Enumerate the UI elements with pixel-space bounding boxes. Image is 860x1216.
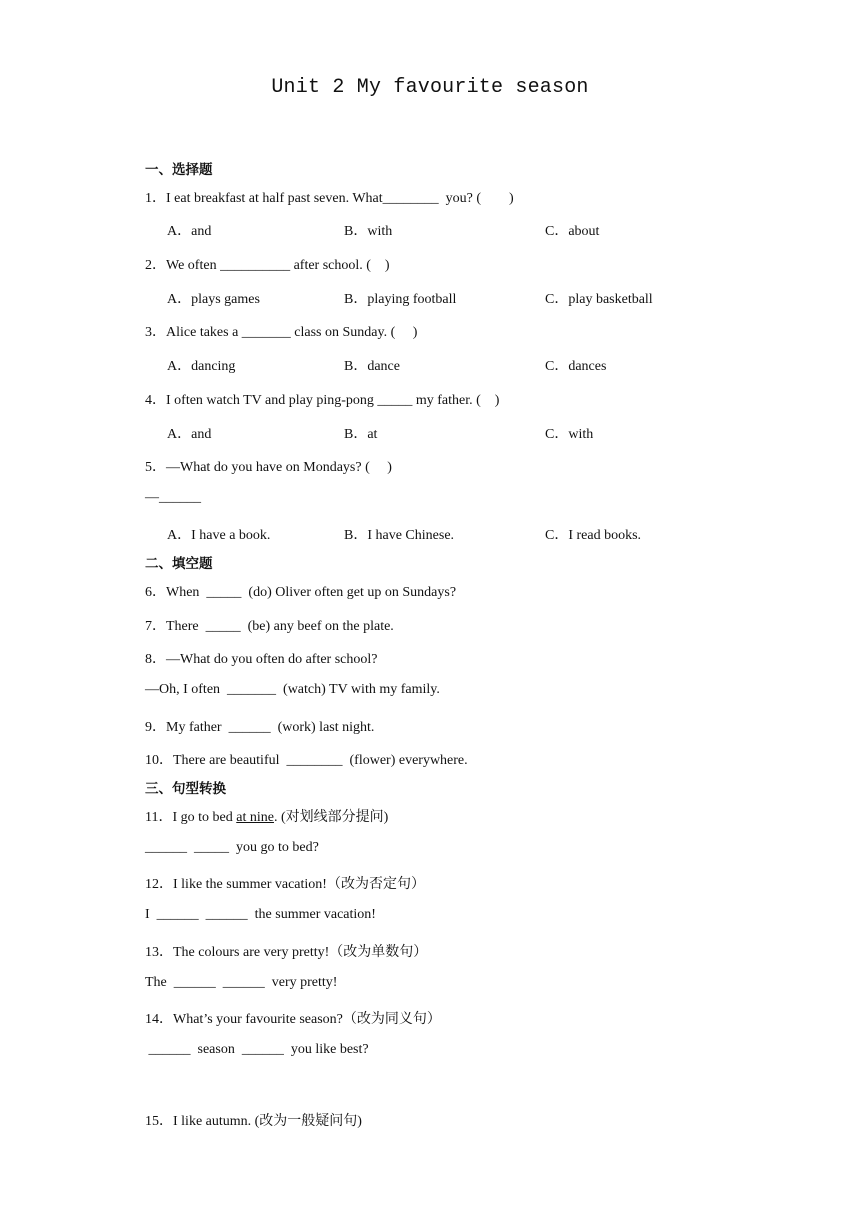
q3-option-b: B．dance bbox=[344, 359, 400, 374]
q5-option-c: C．I read books. bbox=[545, 528, 642, 543]
q5-option-b: B．I have Chinese. bbox=[344, 528, 455, 543]
question-12: 12．I like the summer vacation!（改为否定句） bbox=[145, 877, 425, 892]
question-10: 10．There are beautiful ________ (flower) everywhere. bbox=[145, 753, 468, 768]
section-heading-fill-blank: 二、填空题 bbox=[145, 556, 213, 572]
q11-prefix: 11．I go to bed bbox=[145, 810, 237, 825]
question-8-answer-line: —Oh, I often _______ (watch) TV with my family. bbox=[145, 682, 440, 697]
q2-option-c: C．play basketball bbox=[545, 292, 653, 307]
q4-option-b: B．at bbox=[344, 427, 378, 442]
q11-suffix: . (对划线部分提问) bbox=[273, 810, 389, 825]
section-heading-sentence-transform: 三、句型转换 bbox=[145, 781, 226, 797]
question-12-answer-line: I ______ ______ the summer vacation! bbox=[145, 907, 376, 922]
question-9: 9．My father ______ (work) last night. bbox=[145, 720, 375, 735]
q1-option-b: B．with bbox=[344, 224, 393, 239]
question-13: 13．The colours are very pretty!（改为单数句） bbox=[145, 945, 428, 960]
q3-option-a: A．dancing bbox=[167, 359, 236, 374]
question-11-answer-line: ______ _____ you go to bed? bbox=[145, 840, 319, 855]
question-6: 6．When _____ (do) Oliver often get up on Sundays? bbox=[145, 585, 457, 600]
question-3: 3．Alice takes a _______ class on Sunday. ( ) bbox=[145, 325, 418, 340]
question-13-answer-line: The ______ ______ very pretty! bbox=[145, 975, 338, 990]
question-2: 2．We often __________ after school. ( ) bbox=[145, 258, 390, 273]
section-heading-choice: 一、选择题 bbox=[145, 162, 213, 178]
question-5-answer-line: —______ bbox=[145, 490, 201, 505]
q1-option-c: C．about bbox=[545, 224, 600, 239]
q1-option-a: A．and bbox=[167, 224, 212, 239]
question-5: 5．—What do you have on Mondays? ( ) bbox=[145, 460, 392, 475]
q3-option-c: C．dances bbox=[545, 359, 607, 374]
q2-option-b: B．playing football bbox=[344, 292, 457, 307]
q4-option-c: C．with bbox=[545, 427, 594, 442]
question-14-answer-line: ______ season ______ you like best? bbox=[145, 1042, 369, 1057]
q2-option-a: A．plays games bbox=[167, 292, 260, 307]
question-4: 4．I often watch TV and play ping-pong _____ my father. ( ) bbox=[145, 393, 500, 408]
q4-option-a: A．and bbox=[167, 427, 212, 442]
question-15: 15．I like autumn. (改为一般疑问句) bbox=[145, 1114, 362, 1129]
question-7: 7．There _____ (be) any beef on the plate. bbox=[145, 619, 394, 634]
question-11 bbox=[145, 806, 388, 826]
question-14: 14．What’s your favourite season?（改为同义句） bbox=[145, 1012, 441, 1027]
q11-underlined-phrase: at nine bbox=[236, 810, 274, 825]
q5-option-a: A．I have a book. bbox=[167, 528, 271, 543]
question-8: 8．—What do you often do after school? bbox=[145, 652, 378, 667]
page-title: Unit 2 My favourite season bbox=[271, 76, 589, 99]
question-1: 1．I eat breakfast at half past seven. What________ you? ( ) bbox=[145, 191, 514, 206]
